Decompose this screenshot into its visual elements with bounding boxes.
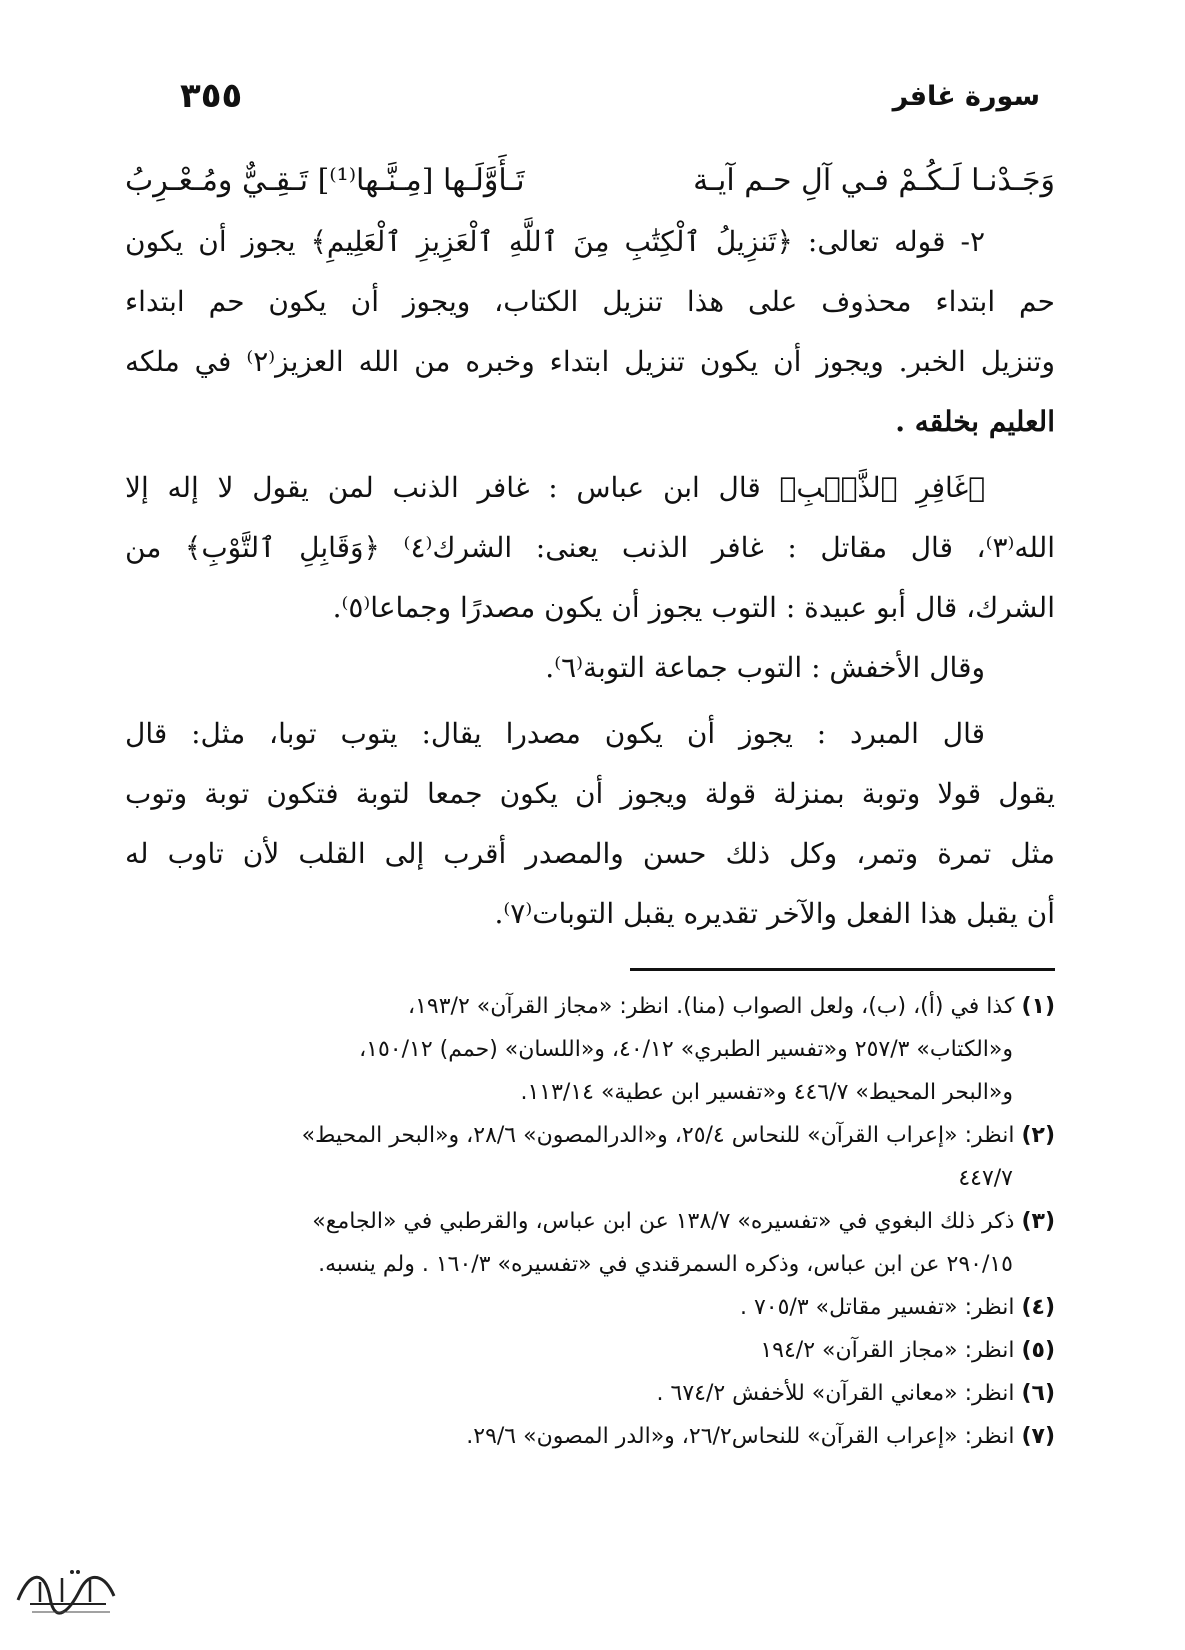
verse-right-hemistich: وَجَـدْنـا لَـكُـمْ فـي آلِ حـم آيـة <box>693 163 1055 198</box>
footnote-4 <box>120 1286 1055 1329</box>
footnote-number: (٥) <box>1021 1338 1055 1363</box>
footnote-text: ٢٩٠/١٥ عن ابن عباس، وذكره السمرقندي في «تفسيره» ١٦٠/٣ . ولم ينسبه. <box>318 1252 1013 1277</box>
paragraph-line: الشرك، قال أبو عبيدة : التوب يجوز أن يكون مصدرًا وجماعا⁽٥⁾. <box>332 591 1055 624</box>
paragraph-line: العليم بخلقه . <box>895 405 1055 438</box>
paragraph-3 <box>125 638 1055 698</box>
footnote-text: انظر: «معاني القرآن» للأخفش ٦٧٤/٢ . <box>656 1381 1015 1406</box>
footnote-3 <box>120 1200 1055 1286</box>
footnote-text: و«الكتاب» ٢٥٧/٣ و«تفسير الطبري» ٤٠/١٢، و«اللسان» (حمم) ١٥٠/١٢، <box>359 1037 1013 1062</box>
paragraph-line: حم ابتداء محذوف على هذا تنزيل الكتاب، ويجوز أن يكون حم ابتداء <box>125 285 1055 318</box>
footnote-number: (٣) <box>1021 1209 1055 1234</box>
footnotes <box>120 985 1055 1458</box>
footnote-2 <box>120 1114 1055 1200</box>
paragraph-4 <box>125 704 1055 944</box>
paragraph-1 <box>125 212 1055 452</box>
paragraph-line: الله⁽٣⁾، قال مقاتل : غافر الذنب يعنى: الشرك⁽٤⁾ ﴿وَقَابِلِ ٱلتَّوْبِ﴾ من <box>125 531 1055 564</box>
verse-left-hemistich: تَـأَوَّلَـها [مِـنَّـها⁽¹⁾] تَـقِـيٌّ ومُـعْـرِبُ <box>125 163 525 198</box>
footnote-5 <box>120 1329 1055 1372</box>
poetry-verse <box>125 150 1055 212</box>
footnote-number: (١) <box>1021 994 1055 1019</box>
footnote-text: ذكر ذلك البغوي في «تفسيره» ١٣٨/٧ عن ابن عباس، والقرطبي في «الجامع» <box>312 1209 1015 1234</box>
footnote-1 <box>120 985 1055 1114</box>
footnote-6 <box>120 1372 1055 1415</box>
paragraph-line: مثل تمرة وتمر، وكل ذلك حسن والمصدر أقرب إلى القلب لأن تاوب له <box>125 837 1055 870</box>
watermark-logo <box>10 1560 120 1620</box>
paragraph-line: وتنزيل الخبر. ويجوز أن يكون تنزيل ابتداء وخبره من الله العزيز⁽٢⁾ في ملكه <box>125 345 1055 378</box>
footnote-number: (٧) <box>1021 1424 1055 1449</box>
footnote-text: انظر: «إعراب القرآن» للنحاس ٢٥/٤، و«الدرالمصون» ٢٨/٦، و«البحر المحيط» <box>301 1123 1015 1148</box>
page-number: ٣٥٥ <box>180 76 243 116</box>
paragraph-line: يقول قولا وتوبة بمنزلة قولة ويجوز أن يكون جمعا لتوبة فتكون توبة وتوب <box>125 777 1055 810</box>
footnote-text: ٤٤٧/٧ <box>958 1166 1013 1191</box>
paragraph-line: أن يقبل هذا الفعل والآخر تقديره يقبل التوبات⁽٧⁾. <box>494 897 1055 930</box>
footnote-text: كذا في (أ)، (ب)، ولعل الصواب (منا). انظر: «مجاز القرآن» ١٩٣/٢، <box>407 994 1015 1019</box>
footnote-number: (٤) <box>1021 1295 1055 1320</box>
surah-title: سورة غافر <box>892 80 1040 112</box>
main-text <box>125 150 1055 944</box>
footnote-text: انظر: «تفسير مقاتل» ٧٠٥/٣ . <box>739 1295 1015 1320</box>
paragraph-2 <box>125 458 1055 638</box>
footnote-text: انظر: «إعراب القرآن» للنحاس٢٦/٢، و«الدر المصون» ٢٩/٦. <box>466 1424 1015 1449</box>
footnote-number: (٦) <box>1021 1381 1055 1406</box>
footnote-text: و«البحر المحيط» ٤٤٦/٧ و«تفسير ابن عطية» ١١٣/١٤. <box>520 1080 1013 1105</box>
paragraph-line: قال المبرد : يجوز أن يكون مصدرا يقال: يتوب توبا، مثل: قال <box>125 717 985 750</box>
paragraph-line: ٢- قوله تعالى: ﴿تَنزِيلُ ٱلْكِتَٰبِ مِنَ ٱللَّهِ ٱلْعَزِيزِ ٱلْعَلِيمِ﴾ يجوز أن يكون <box>125 225 985 258</box>
page-header <box>180 66 1040 126</box>
paragraph-line: ﴿غَافِرِ ٱلذَّنۢبِ﴾ قال ابن عباس : غافر الذنب لمن يقول لا إله إلا <box>125 471 985 504</box>
footnote-number: (٢) <box>1021 1123 1055 1148</box>
footnote-7 <box>120 1415 1055 1458</box>
paragraph-line: وقال الأخفش : التوب جماعة التوبة⁽٦⁾. <box>545 651 985 684</box>
footnote-separator <box>630 968 1055 971</box>
footnote-text: انظر: «مجاز القرآن» ١٩٤/٢ <box>760 1338 1015 1363</box>
